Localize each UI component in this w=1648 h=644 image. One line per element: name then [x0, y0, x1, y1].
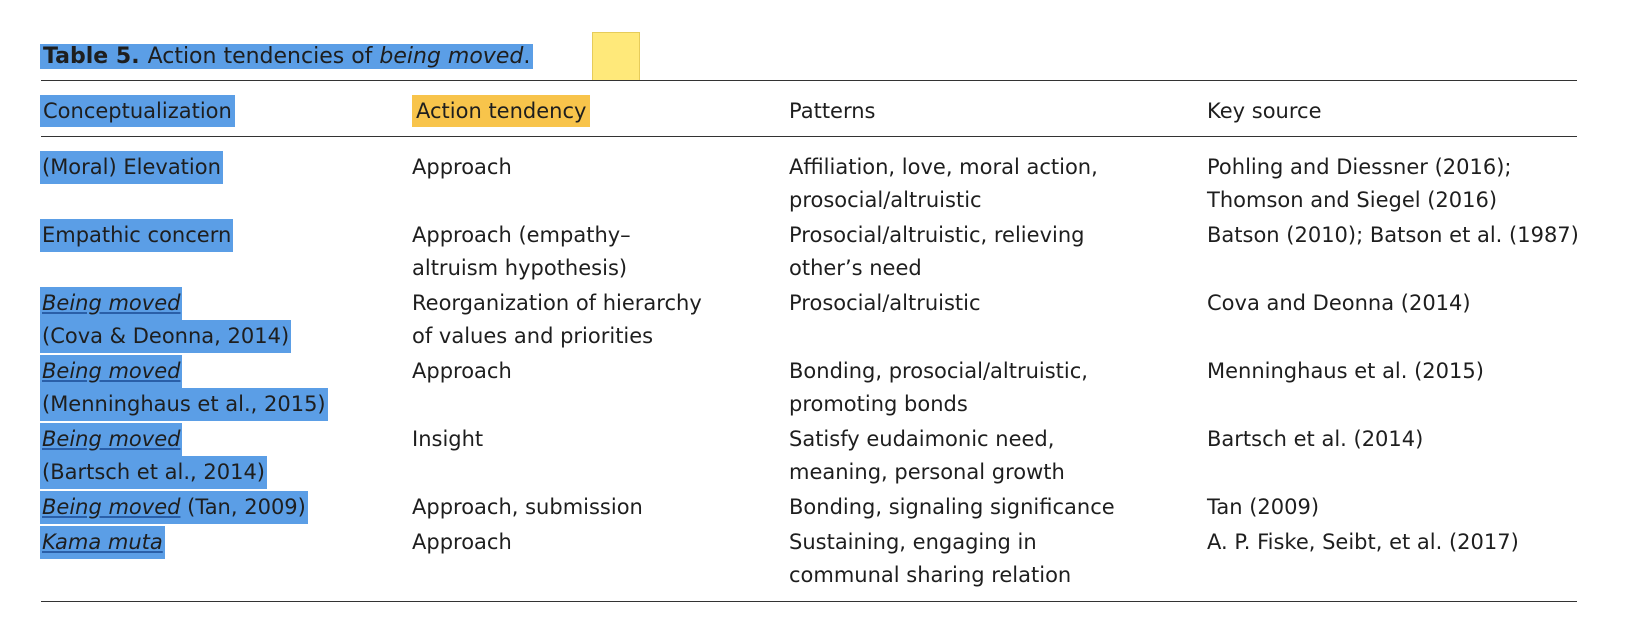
- action-cell-line: of values and priorities: [412, 324, 654, 348]
- action-cell: [412, 423, 483, 456]
- concept-highlight: [40, 526, 165, 559]
- concept-highlight: [40, 388, 328, 421]
- source-cell-line: A. P. Fiske, Seibt, et al. (2017): [1207, 530, 1519, 554]
- patterns-cell-line: Bonding, signaling significance: [789, 495, 1115, 519]
- concept-highlight: [40, 456, 267, 489]
- concept-highlight: [40, 491, 308, 524]
- source-cell: [1207, 355, 1484, 388]
- action-cell-line: Approach: [412, 155, 512, 179]
- action-cell-line: Reorganization of hierarchy: [412, 291, 702, 315]
- sticky-note[interactable]: [592, 32, 640, 81]
- concept-cell: [40, 287, 291, 353]
- header-action-tendency: [412, 93, 590, 129]
- concept-citation: (Cova & Deonna, 2014): [42, 324, 290, 348]
- table-caption: [40, 39, 533, 75]
- patterns-cell-line: meaning, personal growth: [789, 460, 1065, 484]
- source-cell-line: Pohling and Diessner (2016);: [1207, 155, 1512, 179]
- header-key-source: [1207, 93, 1322, 129]
- concept-cell: [40, 151, 223, 184]
- concept-highlight: [40, 219, 233, 252]
- top-rule: [41, 80, 1577, 81]
- concept-text: (Moral) Elevation: [42, 155, 221, 179]
- concept-italic: Being moved: [42, 495, 181, 519]
- concept-italic: Being moved: [42, 359, 181, 383]
- patterns-cell-line: Prosocial/altruistic, relieving: [789, 223, 1085, 247]
- patterns-cell: [789, 219, 1084, 285]
- concept-cell: [40, 219, 233, 252]
- source-cell: [1207, 526, 1519, 559]
- source-cell: [1207, 219, 1579, 252]
- concept-italic: Being moved: [42, 427, 181, 451]
- action-cell-line: Approach: [412, 359, 512, 383]
- concept-highlight: [40, 423, 182, 456]
- patterns-cell: [789, 287, 981, 320]
- concept-cell: [40, 355, 328, 421]
- action-cell-line: altruism hypothesis): [412, 256, 628, 280]
- concept-highlight: [40, 287, 182, 320]
- header-rule: [41, 136, 1577, 137]
- source-cell-line: Cova and Deonna (2014): [1207, 291, 1471, 315]
- source-cell: [1207, 423, 1423, 456]
- action-cell-line: Approach, submission: [412, 495, 643, 519]
- header-text: Conceptualization: [40, 95, 235, 127]
- patterns-cell-line: communal sharing relation: [789, 563, 1072, 587]
- action-cell: [412, 219, 631, 285]
- caption-highlight: [40, 44, 533, 69]
- header-patterns: [789, 93, 876, 129]
- source-cell-line: Batson (2010); Batson et al. (1987): [1207, 223, 1579, 247]
- patterns-cell-line: Sustaining, engaging in: [789, 530, 1037, 554]
- source-cell-line: Menninghaus et al. (2015): [1207, 359, 1484, 383]
- caption-label: Table 5.: [43, 44, 140, 69]
- header-text: Action tendency: [412, 95, 590, 127]
- patterns-cell: [789, 151, 1098, 217]
- concept-citation: (Menninghaus et al., 2015): [42, 392, 326, 416]
- action-cell: [412, 526, 512, 559]
- source-cell-line: Tan (2009): [1207, 495, 1320, 519]
- source-cell: [1207, 151, 1512, 217]
- patterns-cell: [789, 491, 1115, 524]
- concept-cell: [40, 423, 267, 489]
- header-text: Key source: [1207, 99, 1322, 123]
- action-cell: [412, 355, 512, 388]
- source-cell-line: Thomson and Siegel (2016): [1207, 188, 1498, 212]
- patterns-cell-line: Prosocial/altruistic: [789, 291, 981, 315]
- header-conceptualization: [40, 93, 235, 129]
- concept-cell: [40, 491, 308, 524]
- header-text: Patterns: [789, 99, 876, 123]
- source-cell: [1207, 491, 1319, 524]
- action-cell-line: Insight: [412, 427, 484, 451]
- concept-citation: (Bartsch et al., 2014): [42, 460, 266, 484]
- concept-highlight: [40, 151, 223, 184]
- patterns-cell-line: prosocial/altruistic: [789, 188, 982, 212]
- concept-italic: Kama muta: [42, 530, 163, 554]
- patterns-cell: [789, 526, 1071, 592]
- source-cell: [1207, 287, 1471, 320]
- action-cell-line: Approach (empathy–: [412, 223, 631, 247]
- concept-highlight: [40, 320, 291, 353]
- patterns-cell-line: promoting bonds: [789, 392, 968, 416]
- concept-italic: Being moved: [42, 291, 181, 315]
- concept-highlight: [40, 355, 182, 388]
- patterns-cell: [789, 355, 1088, 421]
- concept-text: (Tan, 2009): [180, 495, 306, 519]
- source-cell-line: Bartsch et al. (2014): [1207, 427, 1424, 451]
- caption-italic: being moved: [379, 44, 524, 69]
- action-cell: [412, 491, 643, 524]
- action-cell: [412, 287, 702, 353]
- bottom-rule: [41, 601, 1577, 602]
- patterns-cell-line: Bonding, prosocial/altruistic,: [789, 359, 1088, 383]
- patterns-cell-line: Affiliation, love, moral action,: [789, 155, 1098, 179]
- action-cell-line: Approach: [412, 530, 512, 554]
- patterns-cell-line: Satisfy eudaimonic need,: [789, 427, 1055, 451]
- concept-text: Empathic concern: [42, 223, 232, 247]
- caption-end: .: [523, 44, 531, 69]
- caption-text: Action tendencies of: [147, 44, 380, 69]
- concept-cell: [40, 526, 165, 559]
- action-cell: [412, 151, 512, 184]
- patterns-cell-line: other’s need: [789, 256, 922, 280]
- patterns-cell: [789, 423, 1065, 489]
